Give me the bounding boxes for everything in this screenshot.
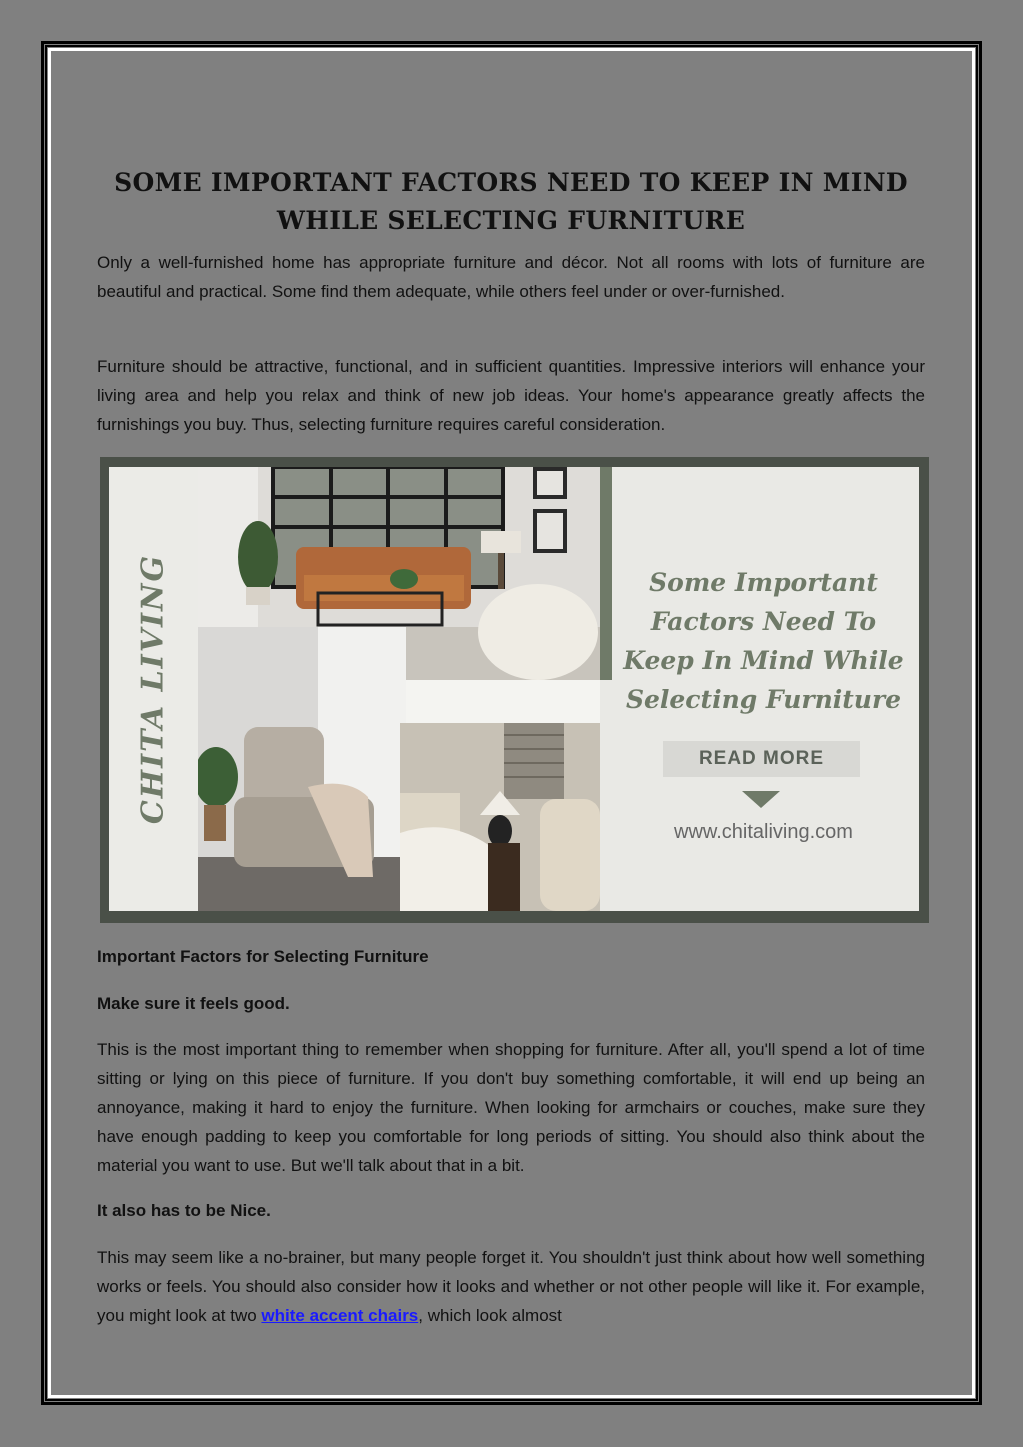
page-title: SOME IMPORTANT FACTORS NEED TO KEEP IN MIND WHILE SELECTING FURNITURE <box>114 168 908 235</box>
banner-title: Some Important Factors Need To Keep In Mind While Selecting Furniture <box>623 568 904 714</box>
recliner-photo <box>198 627 406 911</box>
paragraph-feels-good: This is the most important thing to remember when shopping for furniture. After all, you'll spend a lot of time sitting or lying on this piece of furniture. If you don't buy something comfortable, it will end up being an annoyance, making it hard to enjoy the furniture. When looking for armchairs or couches, make sure they have enough padding to keep you comfortable for long periods of sitting. You should also think about the material you want to use. But we'll talk about that in a bit. <box>97 1040 925 1175</box>
brand-logo: CHITA LIVING <box>135 553 171 825</box>
arrow-down-icon <box>742 791 780 808</box>
read-more-button[interactable]: READ MORE <box>663 741 860 777</box>
paragraph-nice <box>97 1243 925 1330</box>
banner-inner <box>109 467 919 911</box>
intro-paragraph-1: Only a well-furnished home has appropriate furniture and décor. Not all rooms with lots of furniture are beautiful and practical. Some find them adequate, while others feel under or over-furnished. <box>97 253 925 301</box>
intro-paragraph-2: Furniture should be attractive, functional, and in sufficient quantities. Impressive interiors will enhance your living area and help you relax and think of new job ideas. Your home's appearance greatly affects the furnishings you buy. Thus, selecting furniture requires careful consideration. <box>97 357 925 434</box>
brand-strip <box>109 467 198 911</box>
subheading-feels-good: Make sure it feels good. <box>97 994 290 1013</box>
white-accent-chairs-link[interactable]: white accent chairs <box>261 1306 419 1325</box>
subheading-nice: It also has to be Nice. <box>97 1201 271 1220</box>
white-block <box>406 680 600 723</box>
paragraph-nice-text-end: , which look almost <box>418 1306 562 1325</box>
bedroom-photo <box>400 723 600 911</box>
website-url: www.chitaliving.com <box>674 821 853 843</box>
paragraph-nice-text: This may seem like a no-brainer, but many people forget it. You shouldn't just think about how well something works or feels. You should also consider how it looks and whether or not other people will like it. For example, you might look at two <box>97 1248 925 1325</box>
promo-banner <box>100 457 929 923</box>
accent-bar <box>600 467 612 680</box>
section-heading: Important Factors for Selecting Furniture <box>97 947 429 966</box>
